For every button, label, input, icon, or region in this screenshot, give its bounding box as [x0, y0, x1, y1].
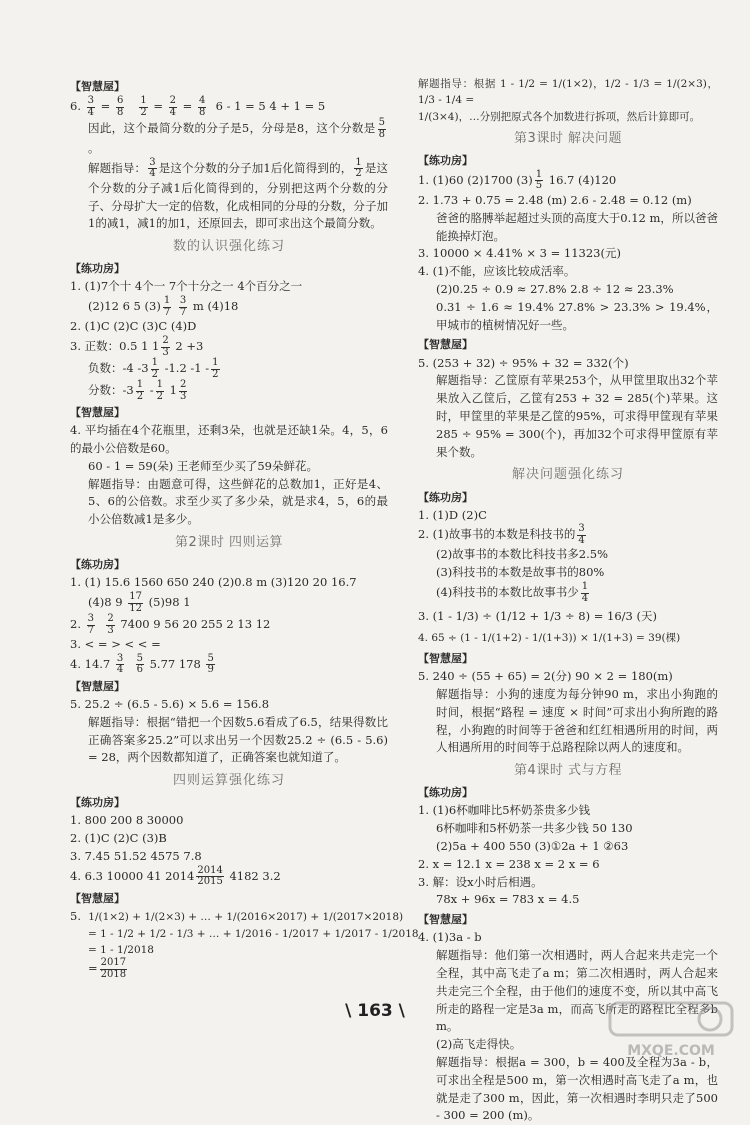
answer-line: 1. (1) 15.6 1560 650 240 (2)0.8 m (3)120 20 16.7 [70, 575, 357, 590]
hint-text: 解题指导：小狗的速度为每分钟90 m，求出小狗跑的时间，根据“路程 = 速度 × 时间”可求出小狗所跑的路程，小狗跑的时间等于爸爸和红红相遇所用的时间，两人相遇所用的时间等于总路程除以两人的速度和。 [436, 686, 718, 755]
answer-line: (2)故事书的本数比科技书多2.5% [436, 547, 609, 562]
answer-text: 4. 平均插在4个花瓶里，还剩3朵，也就是还缺1朵。4，5，6的最小公倍数是60。 [70, 423, 388, 455]
hint-text: 解题指导：根据 1 - 1/2 = 1/(1×2)，1/2 - 1/3 = 1/(2×3)，1/3 - 1/4 = [418, 78, 718, 107]
answer-line: 2. $\frac{3}{7}$ $\frac{2}{3}$ 7400 9 56 20 255 2 13 12 [70, 613, 271, 636]
section-title: 【智慧屋】 [418, 338, 473, 352]
answer-line: 3. 7.45 51.52 4575 7.8 [70, 848, 202, 863]
hint-text: 解题指导：根据“错把一个因数5.6看成了6.5，结果得数比正确答案多25.2”可以求出另一个因数25.2 ÷ (6.5 - 5.6) = 28，两个因数都知道了，正确答案也就知道了。 [88, 714, 388, 765]
hint-text: 解题指导：根据a = 300，b = 400及全程为3a - b，可求出全程是500 m，第一次相遇时高飞走了a m，也就是走了300 m，因此，第一次相遇时李明只走了500 - 300 = 200 (m)。 [436, 1055, 718, 1123]
answer-line: 1. (1)60 (2)1700 (3) $\frac{1}{5}$ 16.7 (4)120 [418, 168, 617, 192]
answer-line: 3. < = > < < = [70, 637, 161, 652]
answer-line: 1. 800 200 8 30000 [70, 813, 184, 828]
answer-line: 6杯咖啡和5杯奶茶一共多少钱 50 130 [436, 821, 633, 836]
answer-text: 因此，这个最简分数的分子是5，分母是8，这个分数是 $\frac{5}{8}$ 。 [88, 117, 385, 156]
hint-text: 解题指导： $\frac{3}{4}$ 是这个分数的分子加1后化简得到的， $\frac{1}{2}$ 是这个分数的分子减1后化简得到的，分别把这两个分数的分子、分母扩大一定的倍数，化成相同的分母的分数，分子加1的减1，减1的加1，还原回去，即可求出这个最简分数。 [88, 156, 388, 231]
watermark-text: MXQE.COM [627, 1043, 715, 1059]
answer-line: 3. 正数：0.5 1 1 $\frac{2}{3}$ 2 +3 [70, 335, 204, 358]
answer-line: 3. 解：设x小时后相遇。 [418, 874, 543, 889]
left-column [70, 76, 419, 980]
section-heading: 数的认识强化练习 [172, 239, 285, 255]
answer-q6: 6. $\frac{3}{4}$ = $\frac{6}{8}$ $\frac{1}{2}$ = $\frac{2}{4}$ = $\frac{4}{8}$ 6 - 1 = 5 4 + 1 = 5 [70, 95, 326, 118]
answer-line: 5. 240 ÷ (55 + 65) = 2(分) 90 × 2 = 180(m) [418, 669, 673, 684]
right-column [418, 76, 718, 1125]
section-heading: 四则运算强化练习 [172, 773, 285, 789]
answer-line: (3)科技书的本数是故事书的80% [436, 565, 605, 580]
answer-line: 2. (1)C (2)C (3)C (4)D [70, 319, 197, 334]
section-title: 【练功房】 [70, 796, 125, 810]
answer-text: 0.31 ÷ 1.6 ≈ 19.4% 27.8% > 23.3% > 19.4%，甲城市的植树情况好一些。 [436, 299, 718, 332]
answer-line: 4. (1)3a - b [418, 930, 482, 945]
answer-line: = $\frac{2017}{2018}$ [88, 957, 127, 980]
answer-line: = 1 - 1/2 + 1/2 - 1/3 + … + 1/2016 - 1/2017 + 1/2017 - 1/2018 [88, 927, 419, 940]
answer-line: (4)8 9 $\frac{17}{12}$ (5)98 1 [88, 591, 191, 614]
page-number: \ 163 \ [345, 1001, 405, 1021]
answer-line: 4. 14.7 $\frac{3}{4}$ $\frac{5}{6}$ 5.77 178 $\frac{5}{9}$ [70, 652, 214, 676]
section-heading: 解决问题强化练习 [511, 467, 624, 483]
answer-line: 1. (1)7个十 4个一 7个十分之一 4个百分之一 [70, 279, 303, 294]
section-title: 【练功房】 [70, 262, 125, 276]
answer-line: 5. 1/(1×2) + 1/(2×3) + … + 1/(2016×2017) + 1/(2017×2018) [70, 908, 404, 923]
hint-text: 解题指导：他们第一次相遇时，两人合起来共走完一个全程，其中高飞走了a m；第二次相遇时，两人合起来共走完三个全程，由于他们的速度不变，所以其中高飞所走的路程一定是3a m，而高飞所走的路程比全程多b m。 [436, 948, 718, 1034]
section-title: 【智慧屋】 [70, 679, 125, 693]
answer-line: 2. (1)故事书的本数是科技书的 $\frac{3}{4}$ [418, 523, 585, 546]
section-title: 【练功房】 [418, 490, 473, 504]
section-heading: 第2课时 四则运算 [175, 535, 283, 551]
answer-line: 负数：-4 -3 $\frac{1}{2}$ -1.2 -1 - $\frac{1}{2}$ [88, 357, 219, 380]
answer-line: 4. 65 ÷ (1 - 1/(1+2) - 1/(1+3)) × 1/(1+3) = 39(棵) [418, 631, 681, 644]
hint-text: 1/(3×4)，…分别把原式各个加数进行拆项，然后计算即可。 [418, 110, 701, 123]
answer-line: (2)0.25 ÷ 0.9 ≈ 27.8% 2.8 ÷ 12 ≈ 23.3% [436, 282, 674, 297]
answer-line: 5. 25.2 ÷ (6.5 - 5.6) × 5.6 = 156.8 [70, 696, 270, 711]
hint-text: 解题指导：由题意可得，这些鲜花的总数加1，正好是4、5、6的公倍数。求至少买了多少朵，就是求4，5，6的最小公倍数减1是多少。 [88, 476, 388, 527]
section-title: 【智慧屋】 [418, 913, 473, 927]
answer-line: 1. (1)D (2)C [418, 507, 487, 522]
answer-line: (2)5a + 400 550 (3)①2a + 1 ②63 [436, 839, 629, 854]
section-title: 【智慧屋】 [70, 406, 125, 420]
slash-left-icon: \ [345, 1001, 358, 1021]
watermark-logo [606, 999, 736, 1061]
answer-line: (2)高飞走得快。 [436, 1037, 522, 1052]
answer-text: 爸爸的胳膊举起超过头顶的高度大于0.12 m，所以爸爸能换掉灯泡。 [436, 210, 718, 243]
section-title: 【智慧屋】 [70, 80, 125, 93]
answer-line: 2. (1)C (2)C (3)B [70, 831, 167, 846]
section-title: 【练功房】 [418, 153, 473, 167]
answer-line: 4. (1)不能，应该比较成活率。 [418, 264, 576, 279]
answer-line: 分数：-3 $\frac{1}{2}$ - $\frac{1}{2}$ 1 $\frac{2}{3}$ [88, 379, 187, 402]
answer-line: = 1 - 1/2018 [88, 943, 154, 956]
answer-line: (4)科技书的本数比故事书少 $\frac{1}{4}$ [436, 581, 589, 604]
section-title: 【练功房】 [70, 558, 125, 572]
answer-line: (2)12 6 5 (3) $\frac{1}{7}$ $\frac{3}{7}$ m (4)18 [88, 295, 239, 318]
answer-line: 3. (1 - 1/3) ÷ (1/12 + 1/3 ÷ 8) = 16/3 (天) [418, 609, 657, 624]
answer-line: 4. 6.3 10000 41 2014 $\frac{2014}{2015}$ 4182 3.2 [70, 864, 281, 888]
answer-line: 3. 10000 × 4.41% × 3 = 11323(元) [418, 246, 621, 261]
section-heading: 第4课时 式与方程 [514, 763, 622, 779]
hint-text: 解题指导：乙筐原有苹果253个，从甲筐里取出32个苹果放入乙筐后，乙筐有253 + 32 = 285(个)苹果。这时，甲筐里的苹果是乙筐的95%，可求得甲筐现有苹果285 ÷ 95% = 300(个)，再加32个可求得甲筐原有苹果个数。 [436, 373, 718, 459]
answer-line: 78x + 96x = 783 x = 4.5 [436, 892, 580, 907]
section-title: 【智慧屋】 [418, 652, 473, 666]
slash-right-icon: \ [392, 1001, 405, 1021]
answer-line: 2. 1.73 + 0.75 = 2.48 (m) 2.6 - 2.48 = 0.12 (m) [418, 192, 692, 207]
section-title: 【练功房】 [418, 786, 473, 800]
answer-line: 2. x = 12.1 x = 238 x = 2 x = 6 [418, 856, 600, 871]
answer-line: 5. (253 + 32) ÷ 95% + 32 = 332(个) [418, 355, 629, 370]
section-heading: 第3课时 解决问题 [514, 130, 622, 146]
section-title: 【智慧屋】 [70, 891, 125, 905]
answer-line: 1. (1)6杯咖啡比5杯奶茶贵多少钱 [418, 803, 591, 818]
answer-text: 60 - 1 = 59(朵) 王老师至少买了59朵鲜花。 [88, 458, 318, 473]
